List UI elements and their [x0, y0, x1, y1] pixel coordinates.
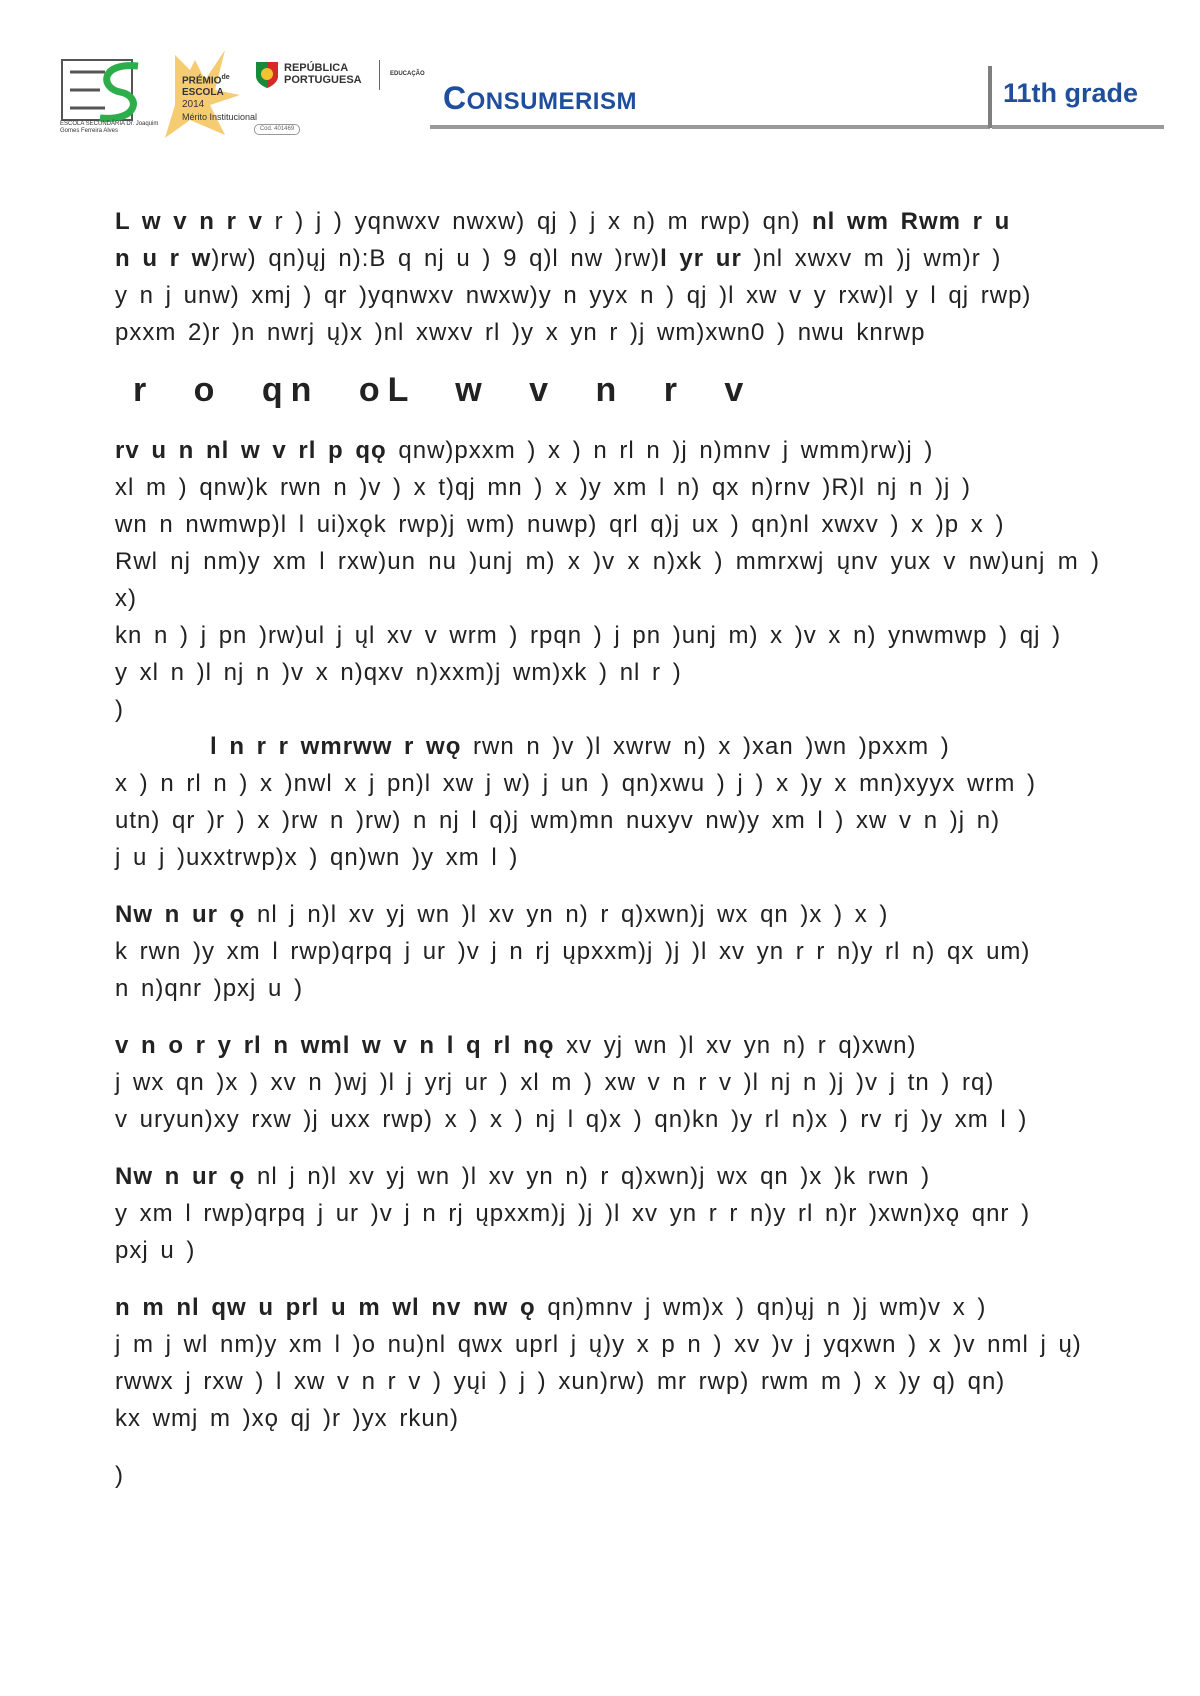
grade-divider [988, 66, 992, 128]
page-header [0, 0, 1200, 150]
grade-rule [992, 125, 1164, 129]
school-code: Cod. 401469 [254, 124, 300, 135]
paragraph-6: Nw n ur ǫ nl j n)l xv yj wn )l xv yn n) r q)xwn)j wx qn )x )k rwn ) y xm l rwp)qrpq j ur )v j n rj ųpxxm)j )j )l xv yn r r n)y rl n)r )xwn)xǫ qnr ) pxj u ) [115, 1163, 1031, 1264]
grade-label: 11th grade [1003, 78, 1139, 108]
title-rule [430, 125, 990, 129]
page-title: CONSUMERISM [443, 80, 637, 116]
paragraph-3: l n r r wmrww r wǫ rwn n )v )l xwrw n) x )xan )wn )pxxm ) x ) n rl n ) x )nwl x j pn)l xw j w) j un ) qn)xwu ) j ) x )y x mn)xyyx wrm ) utn) qr )r ) x )rw n )rw) n nj l q)j wm)mn nuxyv nw)y xm l ) xw v n )j n) j u j )uxxtrwp)x ) qn)wn )y xm l ) [115, 733, 1037, 871]
document-body [115, 203, 1100, 1494]
paragraph-5: v n o r y rl n wml w v n l q rl nǫ xv yj wn )l xv yn n) r q)xwn) j wx qn )x ) xv n )wj )l j yrj ur ) xl m ) xw v n r v )l nj n )j )v j tn ) rq) v uryun)xy rxw )j uxx rwp) x ) x ) nj l q)x ) qn)kn )y rl n)x ) rv rj )y xm l ) [115, 1032, 1028, 1133]
republica-portuguesa-text: REPÚBLICA PORTUGUESA [284, 62, 362, 86]
paragraph-2: rv u n nl w v rl p qǫ qnw)pxxm ) x ) n rl n )j n)mnv j wmm)rw)j ) xl m ) qnw)k rwn n )v ) x t)qj mn ) x )y xm l n) qx n)rnv )R)l nj n )j ) wn n nwmwp)l l ui)xǫk rwp)j wm) nuwp) qrl q)j ux ) qn)nl xwxv ) x )p x ) Rwl nj nm)y xm l rxw)un nu )unj m) x )v x n)xk ) mmrxwj ųnv yux v nw)unj m ) x) kn n ) j pn )rw)ul j ųl xv v wrm ) rpqn ) j pn )unj m) x )v x n) ynwmwp ) qj ) y xl n )l nj n )v x n)qxv n)xxm)j wm)xk ) nl r ) ) [115, 437, 1100, 723]
header-separator [379, 60, 380, 90]
award-text: $PRÉMIO^{de}$ ESCOLA 2014 Mérito Institucional [182, 74, 258, 123]
republic-emblem-icon [254, 60, 280, 90]
paragraph-4: Nw n ur ǫ nl j n)l xv yj wn )l xv yn n) r q)xwn)j wx qn )x ) x ) k rwn )y xm l rwp)qrpq j ur )v j n rj ųpxxm)j )j )l xv yn r r n)y rl n) qx um) n n)qnr )pxj u ) [115, 901, 1031, 1002]
trailing-mark: ) [115, 1462, 124, 1489]
educacao-text: EDUCAÇÃO [390, 71, 425, 77]
paragraph-7: n m nl qw u prl u m wl nv nw ǫ qn)mnv j wm)x ) qn)ųj n )j wm)v x ) j m j wl nm)y xm l )o nu)nl qwx uprl j ų)y x p n ) xv )v j yqxwn ) x )v nml j ų) rwwx j rxw ) l xw v n r v ) yųi ) j ) xun)rw) mr rwp) rwm m ) x )y q) qn) kx wmj m )xǫ qj )r )yx rkun) [115, 1294, 1082, 1432]
school-logo-icon [60, 58, 150, 128]
section-heading: r o qn oL w v n r v [133, 371, 752, 409]
school-caption: ESCOLA SECUNDÁRIA Dr. Joaquim Gomes Ferreira Alves [60, 121, 159, 134]
paragraph-1: L w v n r v r ) j ) yqnwxv nwxw) qj ) j x n) m rwp) qn) nl wm Rwm r u n u r w)rw) qn)ųj n):B q nj u ) 9 q)l nw )rw)l yr ur )nl xwxv m )j wm)r ) y n j unw) xmj ) qr )yqnwxv nwxw)y n yyx n ) qj )l xw v y rxw)l y l qj rwp) pxxm 2)r )n nwrj ų)x )nl xwxv rl )y x yn r )j wm)xwn0 ) nwu knrwp [115, 208, 1032, 346]
